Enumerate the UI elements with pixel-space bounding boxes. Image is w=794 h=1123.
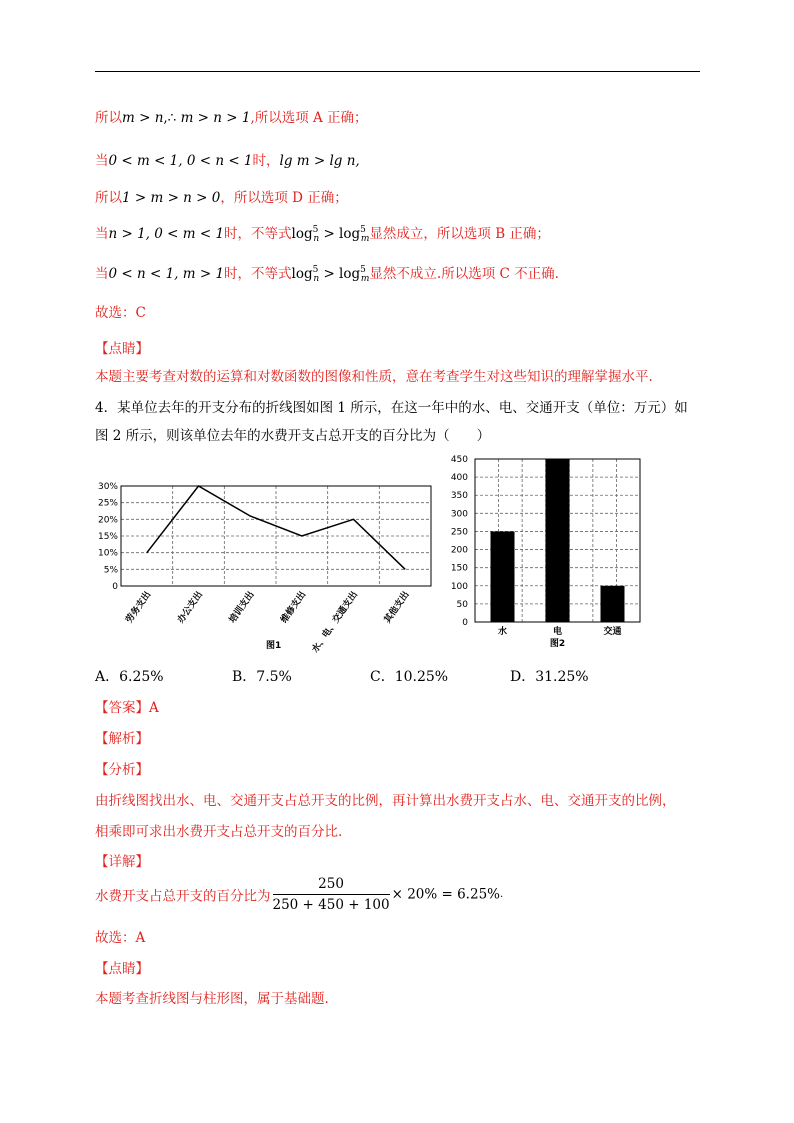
y-tick-label: 350 <box>450 491 468 502</box>
fenxi-text-2: 相乘即可求出水费开支占总开支的百分比. <box>95 824 343 840</box>
question-4-line-1: 4．某单位去年的开支分布的折线图如图 1 所示，在这一年中的水、电、交通开支（单位：万元）如 <box>95 400 688 416</box>
text: 所以 <box>95 190 122 206</box>
math: m > n <box>122 110 164 126</box>
y-tick-label: 100 <box>450 581 468 592</box>
section-heading-dianjing: 【点睛】 <box>95 341 149 357</box>
text: 所以 <box>95 110 122 126</box>
solution-line-2 <box>95 149 360 169</box>
sub: n <box>313 274 320 284</box>
y-tick-label: 0 <box>462 618 468 628</box>
x-tick-label: 交通 <box>603 627 622 637</box>
math: n > 1, 0 < m < 1 <box>108 226 225 242</box>
dianjing-text: 本题主要考查对数的运算和对数函数的图像和性质，意在考查学生对这些知识的理解掌握水平. <box>95 369 653 385</box>
header-rule <box>95 71 700 72</box>
y-tick-label: 200 <box>450 545 468 556</box>
option-a[interactable]: A．6.25% <box>95 669 164 685</box>
text: 当 <box>95 266 109 282</box>
x-tick-label: 水 <box>497 627 508 637</box>
sup: 5 <box>312 225 319 235</box>
period: . <box>499 889 504 900</box>
y-tick-label: 15% <box>97 532 118 542</box>
choice-line: 故选：C <box>95 305 146 321</box>
y-tick-label: 300 <box>450 509 468 520</box>
section-heading-fenxi: 【分析】 <box>95 762 149 778</box>
math: 1 > m > n > 0 <box>122 190 221 206</box>
figure-caption: 图2 <box>549 639 566 649</box>
log: > log <box>319 226 361 242</box>
log: log <box>291 226 313 242</box>
text: ,∴ <box>163 110 181 126</box>
sub: n <box>313 234 320 244</box>
y-tick-label: 25% <box>97 498 118 509</box>
fenxi-text-1: 由折线图找出水、电、交通开支占总开支的比例，再计算出水费开支占水、电、交通开支的比例， <box>95 793 676 809</box>
xiangjie-formula-line <box>95 876 503 913</box>
text: 时，不等式 <box>224 266 292 282</box>
section-heading-dianjing-2: 【点睛】 <box>95 961 149 977</box>
denominator: 250 + 450 + 100 <box>272 897 390 913</box>
fraction <box>273 876 390 913</box>
y-tick-label: 450 <box>450 455 468 465</box>
x-tick-label: 其他支出 <box>382 589 412 626</box>
text: ，所以选项 D 正确； <box>220 190 348 206</box>
log-expression <box>292 266 370 282</box>
figure-2-bar-chart <box>440 452 645 657</box>
solution-line-4 <box>95 222 550 244</box>
option-b[interactable]: B．7.5% <box>232 669 292 685</box>
sub: m <box>360 274 370 284</box>
text: 显然成立，所以选项 B 正确； <box>369 226 550 242</box>
math: 0 < n < 1, m > 1 <box>108 266 225 282</box>
y-tick-label: 400 <box>450 473 468 484</box>
choice-line-2: 故选：A <box>95 930 146 946</box>
numerator: 250 <box>273 876 390 895</box>
solution-line-3 <box>95 186 348 206</box>
math: 0 < m < 1, 0 < n < 1 <box>108 153 253 169</box>
text: 当 <box>95 226 109 242</box>
answer-line: 【答案】A <box>95 700 159 716</box>
x-tick-label: 培训支出 <box>227 589 257 626</box>
option-c[interactable]: C．10.25% <box>370 669 449 685</box>
sup: 5 <box>360 265 366 275</box>
math: m > n > 1 <box>180 110 251 126</box>
text: 显然不成立.所以选项 C 不正确. <box>369 266 559 282</box>
y-tick-label: 50 <box>456 599 468 610</box>
x-tick-label: 维修支出 <box>279 589 309 626</box>
y-tick-label: 150 <box>450 563 468 574</box>
option-d[interactable]: D．31.25% <box>510 669 589 685</box>
solution-line-5 <box>95 262 559 284</box>
x-tick-label: 劳务支出 <box>124 589 154 626</box>
section-heading-jiexi: 【解析】 <box>95 731 149 747</box>
bar <box>546 459 570 622</box>
x-tick-label: 水、电、交通支出 <box>310 589 360 655</box>
y-tick-label: 0 <box>112 582 118 592</box>
math: × 20% = 6.25% <box>391 886 500 903</box>
bar <box>491 531 515 622</box>
solution-line-1 <box>95 106 368 126</box>
text: 时， <box>252 153 280 169</box>
question-4-line-2: 图 2 所示，则该单位去年的水费开支占总开支的百分比为（ ） <box>95 428 491 444</box>
y-tick-label: 5% <box>103 565 118 576</box>
log-expression <box>292 226 370 242</box>
math: lg m > lg n, <box>279 153 360 169</box>
figure-caption: 图1 <box>266 641 282 651</box>
log: log <box>291 266 313 282</box>
y-tick-label: 20% <box>97 515 118 526</box>
text: 水费开支占总开支的百分比为 <box>95 888 271 905</box>
log: > log <box>319 266 361 282</box>
sup: 5 <box>360 225 366 235</box>
sup: 5 <box>312 265 319 275</box>
text: ,所以选项 A 正确； <box>250 110 368 126</box>
x-tick-label: 电 <box>552 627 563 637</box>
text: 时，不等式 <box>224 226 292 242</box>
sub: m <box>360 234 370 244</box>
figure-1-line-chart <box>93 476 438 656</box>
section-heading-xiangjie: 【详解】 <box>95 854 149 870</box>
dianjing-text-2: 本题考查折线图与柱形图，属于基础题. <box>95 991 329 1007</box>
y-tick-label: 10% <box>97 548 118 559</box>
y-tick-label: 30% <box>97 482 118 492</box>
y-tick-label: 250 <box>450 527 468 538</box>
text: 当 <box>95 153 109 169</box>
x-tick-label: 办公支出 <box>176 589 205 626</box>
bar <box>601 586 625 622</box>
